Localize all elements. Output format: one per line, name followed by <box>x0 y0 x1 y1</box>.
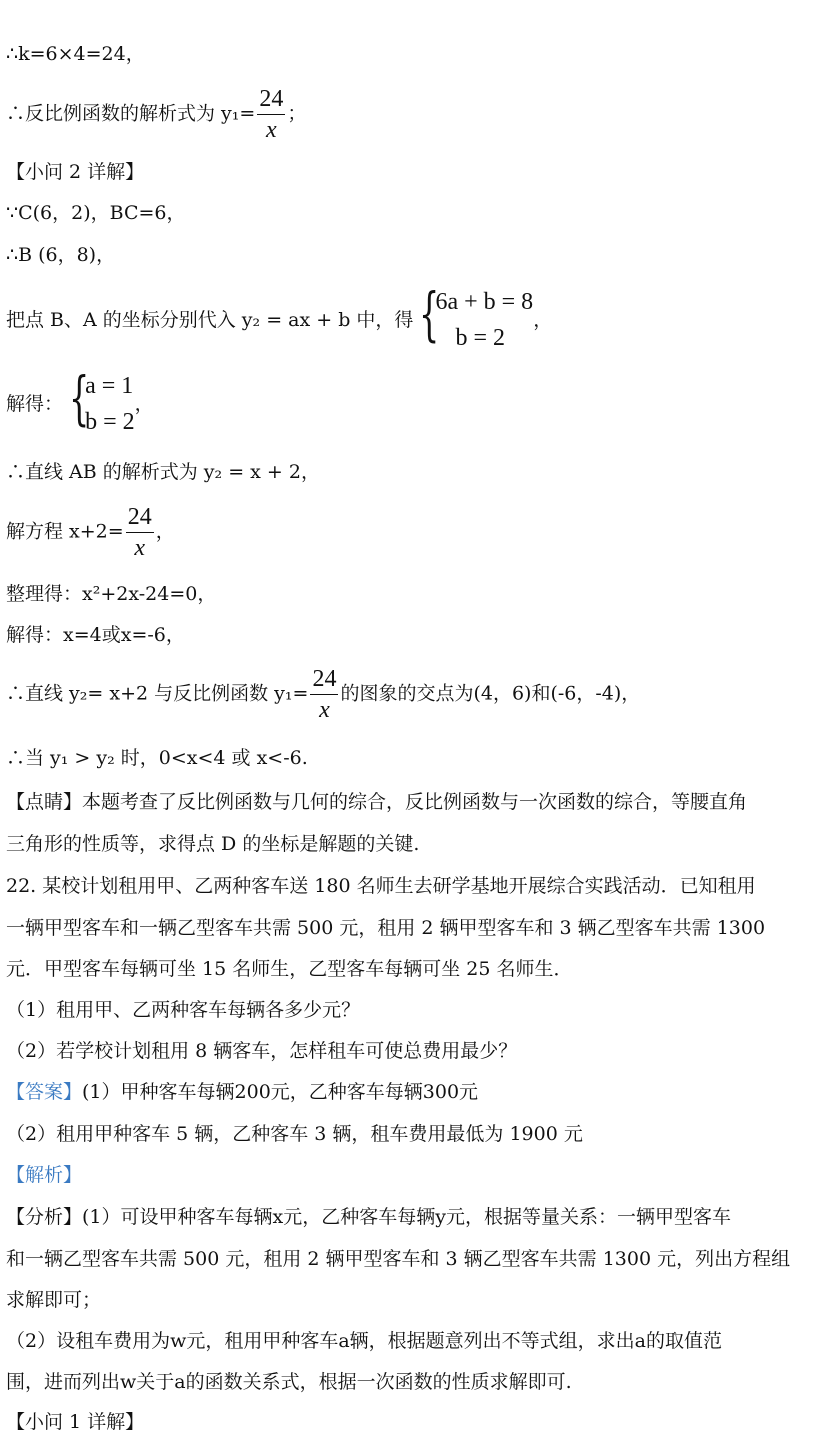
fraction <box>126 502 154 563</box>
equation: a = 1 <box>85 373 134 399</box>
answer-line-1 <box>6 1080 478 1104</box>
text: ∴反比例函数的解析式为 y₁= <box>6 102 256 125</box>
problem-22-line-3: 元．甲型客车每辆可坐 15 名师生，乙型客车每辆可坐 25 名师生． <box>6 958 573 980</box>
text: 解方程 x+2= <box>6 520 124 543</box>
section-heading: 【小问 2 详解】 <box>6 161 145 183</box>
brace-icon: { <box>419 280 440 348</box>
problem-22-line-2: 一辆甲型客车和一辆乙型客车共需 500 元，租用 2 辆甲型客车和 3 辆乙型客车共需 1300 <box>6 917 766 939</box>
analysis-line-5: 围，进而列出w关于a的函数关系式，根据一次函数的性质求解即可. <box>6 1371 572 1393</box>
question-1: （1）租用甲、乙两种客车每辆各多少元？ <box>6 999 361 1021</box>
text: 把点 B、A 的坐标分别代入 y₂ = ax + b 中，得 <box>6 309 414 331</box>
text: ∴直线 y₂= x+2 与反比例函数 y₁= <box>6 682 309 705</box>
denominator: x <box>319 697 330 723</box>
brace-icon: { <box>69 364 90 432</box>
numerator: 24 <box>259 86 284 112</box>
numerator: 24 <box>312 666 337 692</box>
answer-text: (1）甲种客车每辆200元，乙种客车每辆300元 <box>82 1081 479 1103</box>
line-substitute <box>6 280 553 356</box>
question-2: （2）若学校计划租用 8 辆客车，怎样租车可使总费用最少？ <box>6 1040 518 1062</box>
text: 解得： <box>6 393 64 415</box>
line-comment-2: 三角形的性质等，求得点 D 的坐标是解题的关键. <box>6 833 420 855</box>
section-heading: 【小问 1 详解】 <box>6 1411 145 1433</box>
problem-22-line-1: 22. 某校计划租用甲、乙两种客车送 180 名师生去研学基地开展综合实践活动．已知租用 <box>6 875 756 897</box>
analysis-line-2: 和一辆乙型客车共需 500 元，租用 2 辆甲型客车和 3 辆乙型客车共需 1300 元，列出方程组 <box>6 1248 791 1270</box>
line-k-value: ∴k=6×4=24， <box>6 43 145 65</box>
line-intersection <box>6 664 640 725</box>
line-comment-1: 【点睛】本题考查了反比例函数与几何的综合，反比例函数与一次函数的综合，等腰直角 <box>6 791 748 813</box>
analysis-line-3: 求解即可； <box>6 1289 102 1311</box>
text: ， <box>533 309 553 331</box>
analysis-line-1: 【分析】(1）可设甲种客车每辆x元，乙种客车每辆y元，根据等量关系：一辆甲型客车 <box>6 1206 731 1228</box>
denominator: x <box>134 535 146 561</box>
equation-system <box>419 280 534 356</box>
line-point-b: ∴B (6，8)， <box>6 244 116 266</box>
text: 的图象的交点为(4，6)和(-6，-4)， <box>340 682 641 705</box>
fraction <box>310 664 338 725</box>
line-equation <box>6 502 175 563</box>
analysis-tag: 【解析】 <box>6 1164 83 1186</box>
text: ， <box>134 393 154 415</box>
line-inverse-function <box>6 84 306 145</box>
answer-tag: 【答案】 <box>6 1081 83 1103</box>
answer-line-2: （2）租用甲种客车 5 辆，乙种客车 3 辆，租车费用最低为 1900 元 <box>6 1123 583 1145</box>
numerator: 24 <box>127 504 152 530</box>
line-roots: 解得：x=4或x=-6， <box>6 624 185 646</box>
fraction <box>257 84 285 145</box>
equation: 6a + b = 8 <box>435 289 534 315</box>
text: ； <box>287 102 307 125</box>
analysis-line-4: （2）设租车费用为w元，租用甲种客车a辆，根据题意列出不等式组，求出a的取值范 <box>6 1330 723 1352</box>
line-given-c: ∵C(6，2)，BC=6， <box>6 202 186 224</box>
line-rearrange: 整理得：x²+2x-24=0， <box>6 583 217 605</box>
denominator: x <box>265 117 277 143</box>
equation: b = 2 <box>85 409 135 435</box>
line-conclusion: ∴当 y₁ > y₂ 时，0<x<4 或 x<-6. <box>6 747 308 769</box>
equation-system <box>69 364 135 440</box>
line-solution <box>6 364 154 440</box>
text: ， <box>155 520 175 543</box>
equation: b = 2 <box>455 325 505 351</box>
line-ab-function: ∴直线 AB 的解析式为 y₂ = x + 2， <box>6 461 320 483</box>
